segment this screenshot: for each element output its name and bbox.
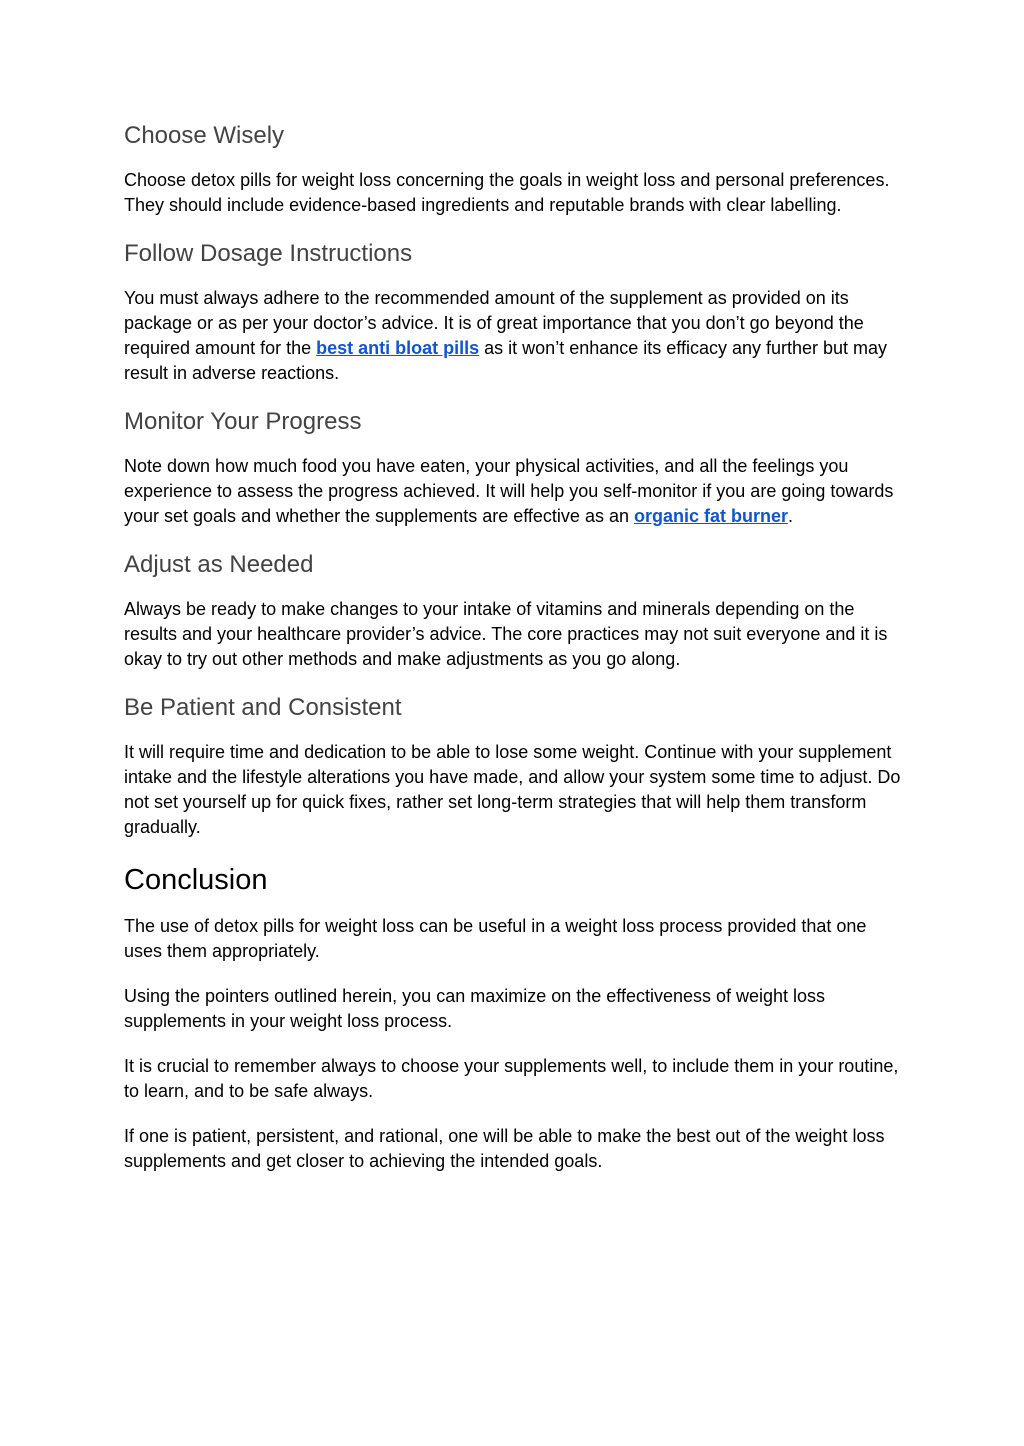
- conclusion-paragraph: The use of detox pills for weight loss can be useful in a weight loss process provided that one uses them appropriately.: [124, 916, 867, 961]
- section-adjust-as-needed: [124, 549, 904, 672]
- section-monitor-progress: [124, 406, 904, 529]
- section-heading: Monitor Your Progress: [124, 408, 362, 435]
- paragraph-text: You must always adhere to the recommended amount of the supplement as provided on its package or as per your doctor’s advice. It is of great importance that you don’t go beyond the required amount for the: [124, 288, 864, 358]
- section-paragraph: [124, 286, 904, 386]
- section-follow-dosage: [124, 238, 904, 386]
- section-be-patient: [124, 692, 904, 840]
- paragraph-text: .: [788, 506, 794, 526]
- section-paragraph: Always be ready to make changes to your intake of vitamins and minerals depending on the results and your healthcare provider’s advice. The core practices may not suit everyone and it is okay to try out other methods and make adjustments as you go along.: [124, 599, 888, 669]
- section-choose-wisely: [124, 120, 904, 218]
- section-heading: Be Patient and Consistent: [124, 694, 402, 721]
- paragraph-text: Note down how much food you have eaten, your physical activities, and all the feelings you experience to assess the progress achieved. It will help you self-monitor if you are going towards your set goals and whether the supplements are effective as an: [124, 456, 894, 526]
- paragraph-text: as it won’t enhance its efficacy any further but may result in adverse reactions.: [124, 338, 888, 383]
- conclusion-heading: Conclusion: [124, 864, 268, 896]
- conclusion-paragraph: Using the pointers outlined herein, you can maximize on the effectiveness of weight loss supplements in your weight loss process.: [124, 986, 826, 1031]
- organic-fat-burner-link[interactable]: organic fat burner: [633, 506, 789, 526]
- section-paragraph: Choose detox pills for weight loss concerning the goals in weight loss and personal preferences. They should include evidence-based ingredients and reputable brands with clear labelling.: [124, 170, 890, 215]
- section-paragraph: [124, 454, 904, 529]
- section-heading: Choose Wisely: [124, 122, 285, 149]
- conclusion-paragraph: If one is patient, persistent, and rational, one will be able to make the best out of the weight loss supplements and get closer to achieving the intended goals.: [124, 1126, 885, 1171]
- best-anti-bloat-pills-link[interactable]: best anti bloat pills: [316, 338, 480, 358]
- document-page: [124, 120, 904, 1194]
- section-heading: Adjust as Needed: [124, 551, 314, 578]
- section-conclusion: [124, 860, 904, 1174]
- section-paragraph: It will require time and dedication to be able to lose some weight. Continue with your supplement intake and the lifestyle alterations you have made, and allow your system some time to adjust. Do not set yourself up for quick fixes, rather set long-term strategies that will help them transform gradually.: [124, 742, 901, 837]
- conclusion-paragraph: It is crucial to remember always to choose your supplements well, to include them in your routine, to learn, and to be safe always.: [124, 1056, 899, 1101]
- section-heading: Follow Dosage Instructions: [124, 240, 413, 267]
